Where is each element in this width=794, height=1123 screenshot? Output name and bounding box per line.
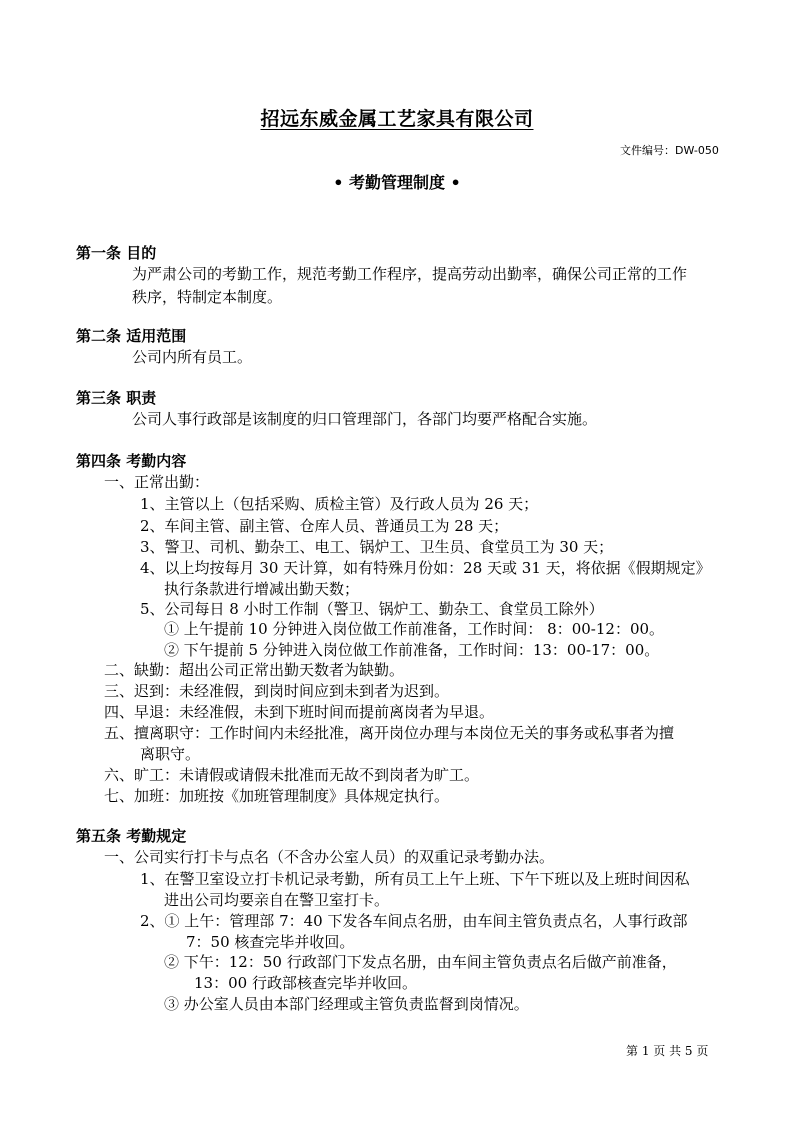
- section-line: 六、旷工：未请假或请假未批准而无故不到岗者为旷工。: [104, 766, 480, 784]
- section-line: 进出公司均要亲自在警卫室打卡。: [164, 891, 390, 909]
- section-line: ③ 办公室人员由本部门经理或主管负责监督到岗情况。: [164, 995, 529, 1013]
- section-line: 三、迟到：未经准假，到岗时间应到未到者为迟到。: [104, 682, 450, 700]
- section-heading-purpose: 第一条 目的: [76, 244, 157, 262]
- company-title: [0, 104, 794, 131]
- section-heading-attendance-rules: 第五条 考勤规定: [76, 827, 187, 845]
- document-subtitle: • 考勤管理制度 •: [333, 173, 461, 192]
- section-line: 一、公司实行打卡与点名（不含办公室人员）的双重记录考勤办法。: [104, 848, 555, 866]
- section-line: ① 上午提前 10 分钟进入岗位做工作前准备，工作时间： 8：00-12：00。: [164, 620, 665, 638]
- section-heading-responsibility: 第三条 职责: [76, 389, 157, 407]
- section-line: 七、加班：加班按《加班管理制度》具体规定执行。: [104, 787, 450, 805]
- section-line: ② 下午：12：50 行政部门下发点名册，由车间主管负责点名后做产前准备，: [164, 953, 677, 971]
- section-line: 1、主管以上（包括采购、质检主管）及行政人员为 26 天；: [140, 495, 539, 513]
- company-name: 招远东威金属工艺家具有限公司: [260, 108, 534, 130]
- section-heading-scope: 第二条 适用范围: [76, 327, 187, 345]
- section-line: ② 下午提前 5 分钟进入岗位做工作前准备，工作时间：13：00-17：00。: [164, 641, 660, 659]
- section-line: 2、车间主管、副主管、仓库人员、普通员工为 28 天；: [140, 517, 509, 535]
- section-line: 公司人事行政部是该制度的归口管理部门，各部门均要严格配合实施。: [132, 410, 598, 428]
- section-line: 五、擅离职守：工作时间内未经批准，离开岗位办理与本岗位无关的事务或私事者为擅: [104, 724, 675, 742]
- section-line: 1、在警卫室设立打卡机记录考勤，所有员工上午上班、下午下班以及上班时间因私: [140, 870, 690, 888]
- section-line: 执行条款进行增减出勤天数；: [164, 580, 360, 598]
- section-line: 13：00 行政部核查完毕并收回。: [194, 974, 417, 992]
- section-line: 二、缺勤：超出公司正常出勤天数者为缺勤。: [104, 661, 405, 679]
- section-line: 5、公司每日 8 小时工作制（警卫、锅炉工、勤杂工、食堂员工除外）: [140, 600, 604, 618]
- section-line: 为严肃公司的考勤工作，规范考勤工作程序，提高劳动出勤率，确保公司正常的工作: [132, 265, 688, 283]
- section-line: 3、警卫、司机、勤杂工、电工、锅炉工、卫生员、食堂员工为 30 天；: [140, 538, 614, 556]
- section-line: 公司内所有员工。: [132, 348, 253, 366]
- section-line: 7：50 核查完毕并收回。: [186, 933, 355, 951]
- page-number: 第 1 页 共 5 页: [626, 1044, 709, 1058]
- document-number: 文件编号：DW-050: [620, 144, 719, 157]
- section-line: 2、① 上午：管理部 7：40 下发各车间点名册，由车间主管负责点名，人事行政部: [140, 912, 688, 930]
- section-line: 四、早退：未经准假，未到下班时间而提前离岗者为早退。: [104, 703, 495, 721]
- section-line: 一、正常出勤：: [104, 473, 210, 491]
- section-line: 秩序，特制定本制度。: [132, 288, 283, 306]
- section-line: 离职守。: [140, 745, 201, 763]
- section-line: 4、以上均按每月 30 天计算，如有特殊月份如：28 天或 31 天，将依据《假期规定》: [140, 559, 711, 577]
- section-heading-attendance-content: 第四条 考勤内容: [76, 452, 187, 470]
